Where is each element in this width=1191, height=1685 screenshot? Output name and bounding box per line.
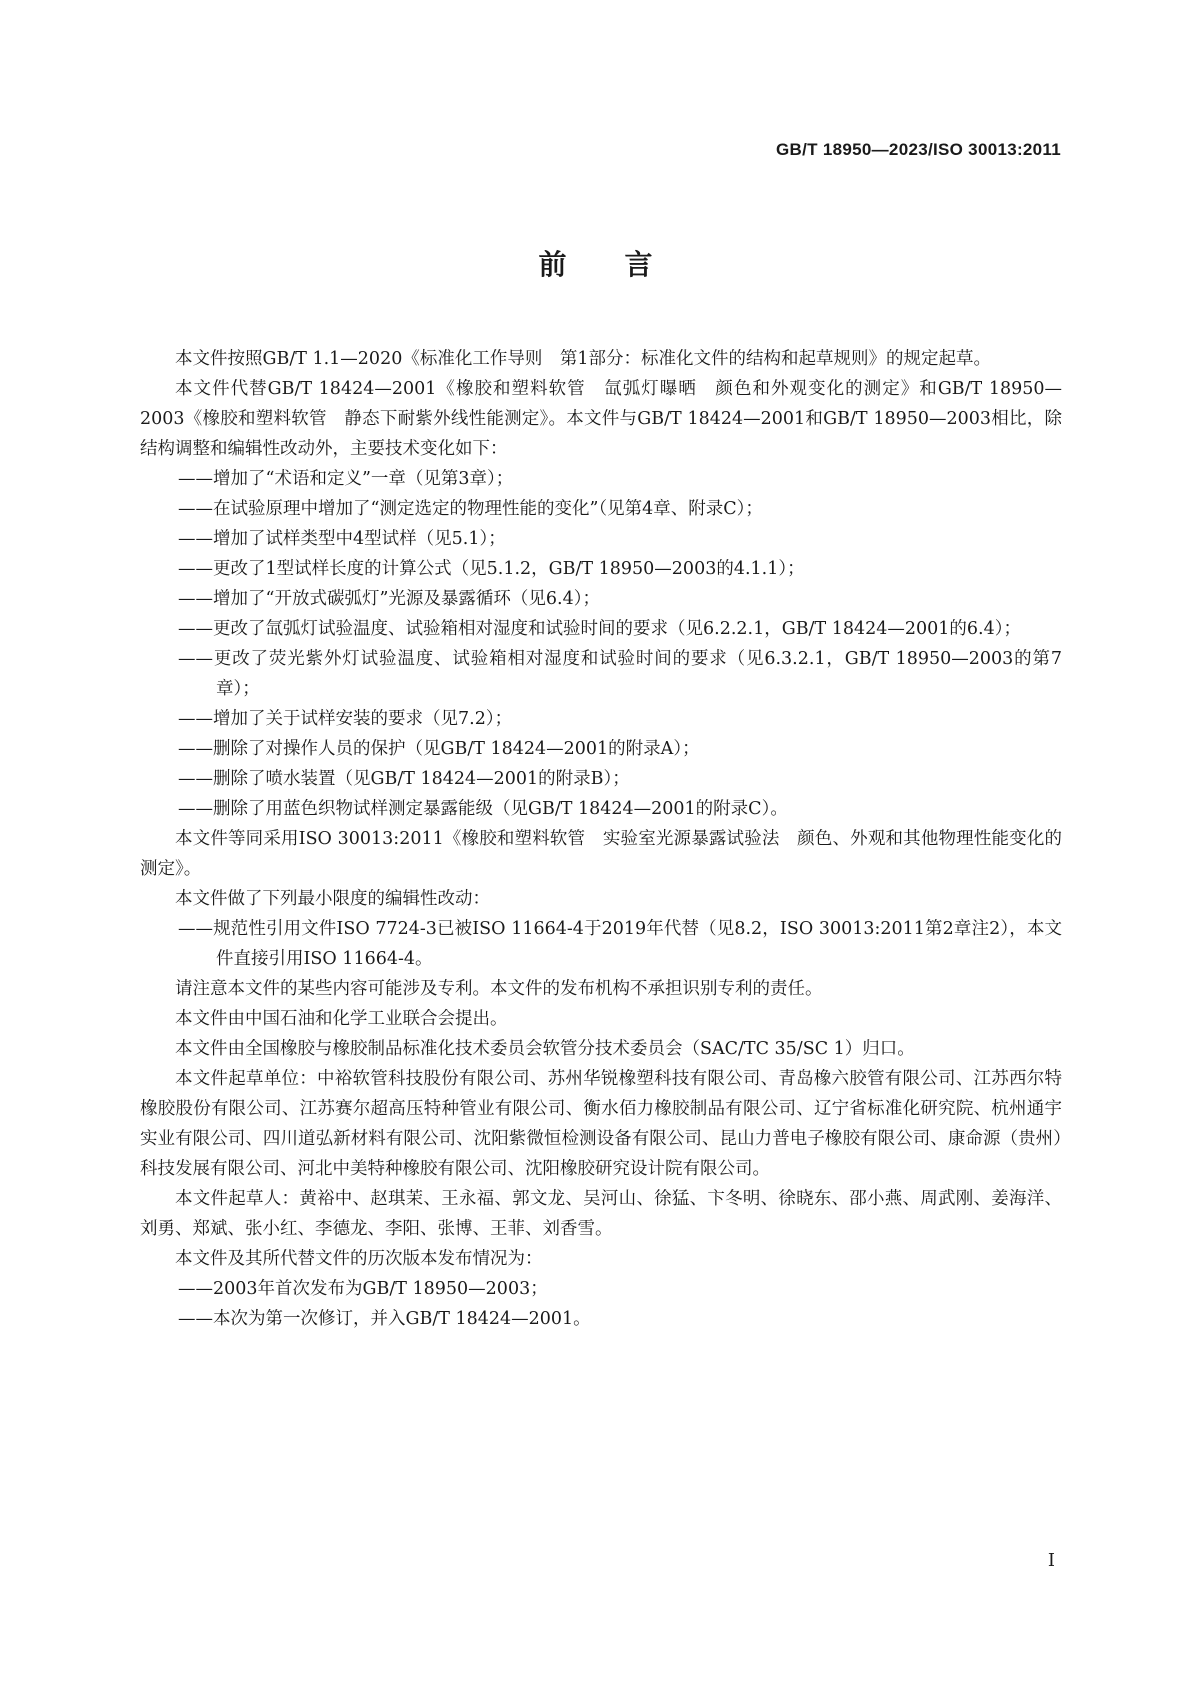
list-item: ——删除了用蓝色织物试样测定暴露能级（见GB/T 18424—2001的附录C）。: [178, 799, 788, 819]
list-item: ——删除了喷水装置（见GB/T 18424—2001的附录B）；: [178, 769, 630, 789]
page-title: 前言: [538, 248, 711, 281]
paragraph: 本文件由全国橡胶与橡胶制品标准化技术委员会软管分技术委员会（SAC/TC 35/SC 1）归口。: [175, 1039, 915, 1059]
list-item: ——2003年首次发布为GB/T 18950—2003；: [178, 1279, 548, 1299]
standard-code-header: GB/T 18950—2023/ISO 30013:2011: [776, 140, 1061, 159]
list-item: ——更改了荧光紫外灯试验温度、试验箱相对湿度和试验时间的要求（见6.3.2.1，GB/T 18950—2003的第7章）；: [178, 649, 1062, 699]
paragraph: 本文件按照GB/T 1.1—2020《标准化工作导则 第1部分：标准化文件的结构和起草规则》的规定起草。: [175, 349, 991, 369]
list-item: ——增加了“开放式碳弧灯”光源及暴露循环（见6.4）；: [178, 589, 600, 609]
list-item: ——规范性引用文件ISO 7724-3已被ISO 11664-4于2019年代替（见8.2，ISO 30013:2011第2章注2），本文件直接引用ISO 11664-4。: [178, 919, 1062, 969]
list-item: ——删除了对操作人员的保护（见GB/T 18424—2001的附录A）；: [178, 739, 700, 759]
foreword-body: [140, 344, 1062, 1334]
paragraph: 本文件由中国石油和化学工业联合会提出。: [175, 1009, 508, 1029]
paragraph: 本文件及其所代替文件的历次版本发布情况为：: [175, 1249, 543, 1269]
paragraph: 本文件代替GB/T 18424—2001《橡胶和塑料软管 氙弧灯曝晒 颜色和外观变化的测定》和GB/T 18950—2003《橡胶和塑料软管 静态下耐紫外线性能测定》。本文件与GB/T 18424—2001和GB/T 18950—2003相比，除结构调整和编辑性改动外，主要技术变化如下：: [140, 379, 1062, 459]
paragraph: 本文件起草单位：中裕软管科技股份有限公司、苏州华锐橡塑科技有限公司、青岛橡六胶管有限公司、江苏西尔特橡胶股份有限公司、江苏赛尔超高压特种管业有限公司、衡水佰力橡胶制品有限公司、辽宁省标准化研究院、杭州通宇实业有限公司、四川道弘新材料有限公司、沈阳紫微恒检测设备有限公司、昆山力普电子橡胶有限公司、康命源（贵州）科技发展有限公司、河北中美特种橡胶有限公司、沈阳橡胶研究设计院有限公司。: [140, 1069, 1062, 1179]
list-item: ——本次为第一次修订，并入GB/T 18424—2001。: [178, 1309, 591, 1329]
paragraph: 本文件等同采用ISO 30013:2011《橡胶和塑料软管 实验室光源暴露试验法 颜色、外观和其他物理性能变化的测定》。: [140, 829, 1062, 879]
paragraph: 本文件起草人：黄裕中、赵琪茉、王永福、郭文龙、吴河山、徐猛、卞冬明、徐晓东、邵小燕、周武刚、姜海洋、刘勇、郑斌、张小红、李德龙、李阳、张博、王菲、刘香雪。: [140, 1189, 1062, 1239]
paragraph: 本文件做了下列最小限度的编辑性改动：: [175, 889, 490, 909]
page-number: I: [1047, 1550, 1055, 1571]
list-item: ——增加了“术语和定义”一章（见第3章）；: [178, 469, 514, 489]
list-item: ——更改了氙弧灯试验温度、试验箱相对湿度和试验时间的要求（见6.2.2.1，GB/T 18424—2001的6.4）；: [178, 619, 1021, 639]
list-item: ——在试验原理中增加了“测定选定的物理性能的变化”（见第4章、附录C）；: [178, 499, 763, 519]
list-item: ——更改了1型试样长度的计算公式（见5.1.2，GB/T 18950—2003的4.1.1）；: [178, 559, 805, 579]
list-item: ——增加了关于试样安装的要求（见7.2）；: [178, 709, 513, 729]
list-item: ——增加了试样类型中4型试样（见5.1）；: [178, 529, 506, 549]
paragraph: 请注意本文件的某些内容可能涉及专利。本文件的发布机构不承担识别专利的责任。: [175, 979, 823, 999]
